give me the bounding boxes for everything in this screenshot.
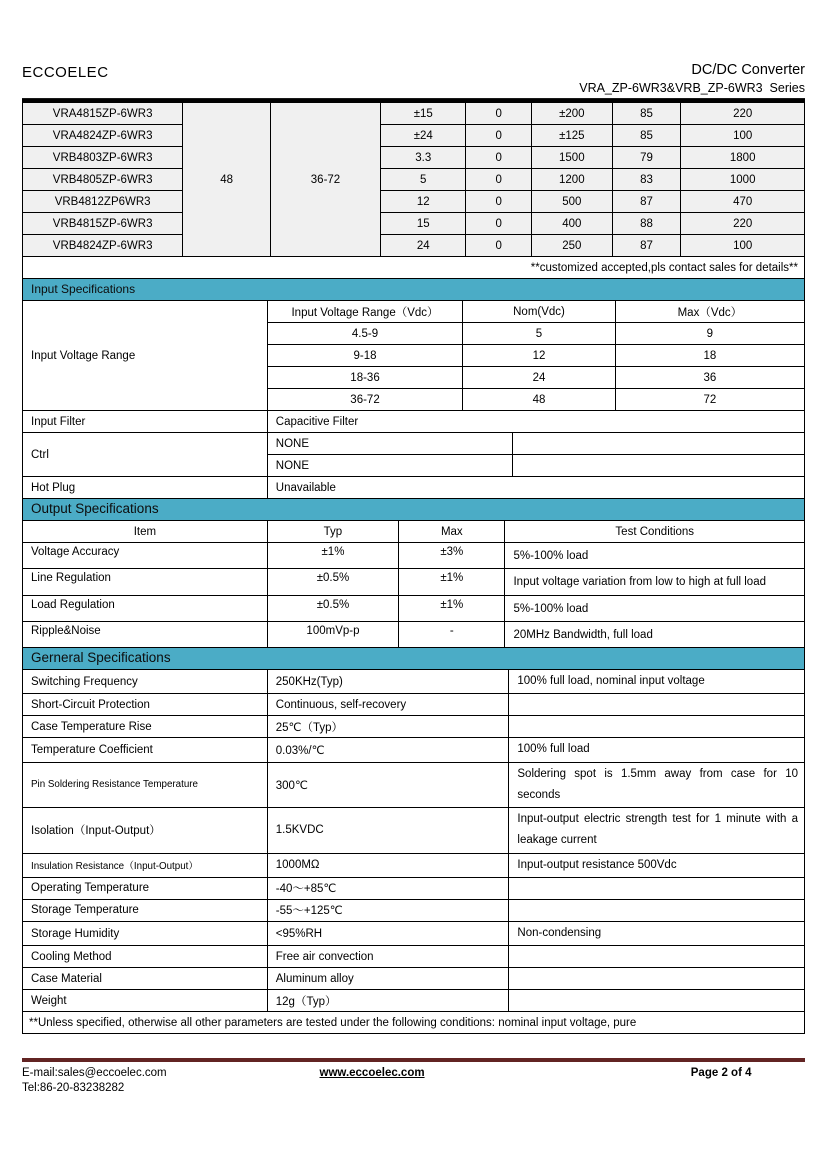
footer-website-link[interactable]: www.eccoelec.com [319, 1067, 425, 1079]
hot-plug-label: Hot Plug [23, 477, 268, 499]
table-row [23, 694, 805, 716]
range-value-cell: 72 [615, 389, 804, 411]
test-conditions-footnote: **Unless specified, otherwise all other parameters are tested under the following conditions: nominal input voltage, pure [23, 1012, 805, 1034]
spec-value-cell: -40～+85℃ [267, 877, 509, 899]
table-row [23, 125, 805, 147]
spec-value-cell: 25℃（Typ） [267, 716, 509, 738]
input-range-cell: 36-72 [270, 103, 380, 257]
model-value-cell: 5 [381, 169, 466, 191]
spec-condition-cell: 5%-100% load [505, 543, 805, 569]
spec-item-cell: Cooling Method [23, 946, 268, 968]
model-value-cell: 400 [532, 213, 613, 235]
table-row [23, 477, 805, 499]
spec-item-cell: Voltage Accuracy [23, 543, 268, 569]
range-value-cell: 36 [615, 367, 804, 389]
column-header: Typ [267, 521, 398, 543]
model-value-cell: 1800 [681, 147, 805, 169]
spec-condition-cell: 100% full load [509, 738, 805, 762]
spec-condition-cell [509, 968, 805, 990]
table-row [23, 103, 805, 125]
model-value-cell: 220 [681, 103, 805, 125]
spec-typ-cell: ±0.5% [267, 569, 398, 595]
table-row [23, 853, 805, 877]
spec-item-cell: Isolation（Input-Output） [23, 808, 268, 854]
footer-contact [22, 1067, 320, 1097]
model-value-cell: 250 [532, 235, 613, 257]
spec-condition-cell: Input-output resistance 500Vdc [509, 853, 805, 877]
spec-value-cell: 250KHz(Typ) [267, 670, 509, 694]
model-value-cell: 0 [466, 147, 532, 169]
table-row [23, 808, 805, 854]
spec-value-cell: 0.03%/℃ [267, 738, 509, 762]
table-row [23, 621, 805, 647]
model-value-cell: 0 [466, 125, 532, 147]
model-number-cell: VRB4805ZP-6WR3 [23, 169, 183, 191]
table-row [23, 521, 805, 543]
table-row [23, 670, 805, 694]
spec-condition-cell [509, 990, 805, 1012]
page-footer [22, 1058, 805, 1097]
model-number-cell: VRB4803ZP-6WR3 [23, 147, 183, 169]
model-value-cell: 24 [381, 235, 466, 257]
section-header-input-specs: Input Specifications [22, 278, 805, 301]
nominal-input-cell: 48 [183, 103, 271, 257]
footer-page-number: Page 2 of 4 [690, 1067, 752, 1079]
spec-item-cell: Switching Frequency [23, 670, 268, 694]
model-number-cell: VRB4812ZP6WR3 [23, 191, 183, 213]
document-title: DC/DC Converter [691, 62, 805, 78]
table-row [23, 191, 805, 213]
spec-condition-cell: 20MHz Bandwidth, full load [505, 621, 805, 647]
table-row [23, 147, 805, 169]
model-value-cell: 220 [681, 213, 805, 235]
table-row [23, 301, 805, 323]
table-row [23, 921, 805, 945]
page-header [22, 62, 805, 95]
range-value-cell: 36-72 [267, 389, 463, 411]
spec-condition-cell [509, 694, 805, 716]
spec-item-cell: Storage Temperature [23, 899, 268, 921]
range-value-cell: 5 [463, 323, 615, 345]
column-header: Max [399, 521, 505, 543]
spec-value-cell: Continuous, self-recovery [267, 694, 509, 716]
spec-max-cell: - [399, 621, 505, 647]
table-row [23, 169, 805, 191]
spec-typ-cell: 100mVp-p [267, 621, 398, 647]
range-value-cell: 18 [615, 345, 804, 367]
spec-condition-cell [509, 877, 805, 899]
column-header: Max（Vdc） [615, 301, 804, 323]
spec-value-cell: 300℃ [267, 762, 509, 808]
model-value-cell: 83 [612, 169, 681, 191]
model-selection-table [22, 102, 805, 279]
ctrl-value: NONE [267, 455, 513, 477]
table-row [23, 411, 805, 433]
range-value-cell: 24 [463, 367, 615, 389]
spec-item-cell: Operating Temperature [23, 877, 268, 899]
table-row [23, 213, 805, 235]
spec-condition-cell: 100% full load, nominal input voltage [509, 670, 805, 694]
footer-email: E-mail:sales@eccoelec.com [22, 1067, 167, 1079]
range-value-cell: 9-18 [267, 345, 463, 367]
spec-item-cell: Ripple&Noise [23, 621, 268, 647]
spec-condition-cell: 5%-100% load [505, 595, 805, 621]
title-block [579, 62, 805, 95]
model-value-cell: 0 [466, 213, 532, 235]
spec-condition-cell [509, 899, 805, 921]
spec-item-cell: Storage Humidity [23, 921, 268, 945]
table-row [23, 595, 805, 621]
spec-value-cell: <95%RH [267, 921, 509, 945]
model-number-cell: VRA4815ZP-6WR3 [23, 103, 183, 125]
range-value-cell: 48 [463, 389, 615, 411]
model-value-cell: 15 [381, 213, 466, 235]
model-value-cell: ±125 [532, 125, 613, 147]
spec-condition-cell [509, 946, 805, 968]
model-number-cell: VRA4824ZP-6WR3 [23, 125, 183, 147]
spec-value-cell: 1.5KVDC [267, 808, 509, 854]
table-row [23, 968, 805, 990]
model-value-cell: 0 [466, 169, 532, 191]
spec-typ-cell: ±0.5% [267, 595, 398, 621]
empty-cell [513, 455, 805, 477]
table-row [23, 738, 805, 762]
spec-condition-cell: Input-output electric strength test for 1 minute with a leakage current [509, 808, 805, 854]
column-header: Item [23, 521, 268, 543]
table-row [23, 569, 805, 595]
column-header: Input Voltage Range（Vdc） [267, 301, 463, 323]
spec-max-cell: ±1% [399, 595, 505, 621]
model-value-cell: 3.3 [381, 147, 466, 169]
input-filter-value: Capacitive Filter [267, 411, 804, 433]
range-value-cell: 12 [463, 345, 615, 367]
spec-value-cell: 12g（Typ） [267, 990, 509, 1012]
table-row [23, 946, 805, 968]
empty-cell [513, 433, 805, 455]
table-row [23, 543, 805, 569]
ctrl-label: Ctrl [23, 433, 268, 477]
table-row [23, 235, 805, 257]
model-number-cell: VRB4815ZP-6WR3 [23, 213, 183, 235]
spec-condition-cell: Non-condensing [509, 921, 805, 945]
model-value-cell: 100 [681, 235, 805, 257]
ctrl-value: NONE [267, 433, 513, 455]
hot-plug-value: Unavailable [267, 477, 804, 499]
spec-typ-cell: ±1% [267, 543, 398, 569]
table-row [23, 899, 805, 921]
model-value-cell: 12 [381, 191, 466, 213]
model-table-body [23, 103, 805, 279]
table-row [23, 762, 805, 808]
table-row [23, 877, 805, 899]
column-header: Test Conditions [505, 521, 805, 543]
table-row [23, 1012, 805, 1034]
range-value-cell: 4.5-9 [267, 323, 463, 345]
range-value-cell: 18-36 [267, 367, 463, 389]
table-row [23, 990, 805, 1012]
model-value-cell: ±200 [532, 103, 613, 125]
model-value-cell: 0 [466, 191, 532, 213]
model-value-cell: 0 [466, 103, 532, 125]
model-value-cell: 79 [612, 147, 681, 169]
model-value-cell: 1200 [532, 169, 613, 191]
table-row [23, 433, 805, 455]
spec-item-cell: Temperature Coefficient [23, 738, 268, 762]
model-value-cell: ±15 [381, 103, 466, 125]
spec-item-cell: Case Material [23, 968, 268, 990]
section-header-output-specs: Output Specifications [22, 498, 805, 521]
spec-item-cell: Line Regulation [23, 569, 268, 595]
spec-condition-cell [509, 716, 805, 738]
column-header: Nom(Vdc) [463, 301, 615, 323]
spec-condition-cell: Soldering spot is 1.5mm away from case for 10 seconds [509, 762, 805, 808]
spec-max-cell: ±1% [399, 569, 505, 595]
general-specs-table [22, 669, 805, 1034]
spec-item-cell: Pin Soldering Resistance Temperature [23, 762, 268, 808]
spec-item-cell: Case Temperature Rise [23, 716, 268, 738]
model-value-cell: 85 [612, 125, 681, 147]
model-value-cell: 1000 [681, 169, 805, 191]
spec-item-cell: Insulation Resistance（Input-Output） [23, 853, 268, 877]
customized-note: **customized accepted,pls contact sales for details** [23, 257, 805, 279]
model-value-cell: 88 [612, 213, 681, 235]
model-value-cell: 500 [532, 191, 613, 213]
spec-condition-cell: Input voltage variation from low to high at full load [505, 569, 805, 595]
spec-item-cell: Weight [23, 990, 268, 1012]
model-number-cell: VRB4824ZP-6WR3 [23, 235, 183, 257]
model-value-cell: 100 [681, 125, 805, 147]
input-filter-table [22, 410, 805, 499]
company-logo: ECCOELEC [22, 64, 109, 81]
series-title: VRA_ZP-6WR3&VRB_ZP-6WR3 Series [579, 81, 805, 95]
model-value-cell: 87 [612, 235, 681, 257]
model-value-cell: 0 [466, 235, 532, 257]
section-header-general-specs: Gerneral Specifications [22, 647, 805, 670]
spec-item-cell: Load Regulation [23, 595, 268, 621]
spec-value-cell: Free air convection [267, 946, 509, 968]
model-value-cell: 87 [612, 191, 681, 213]
footer-tel: Tel:86-20-83238282 [22, 1082, 125, 1094]
spec-max-cell: ±3% [399, 543, 505, 569]
input-voltage-range-label: Input Voltage Range [23, 301, 268, 411]
table-row [23, 716, 805, 738]
spec-item-cell: Short-Circuit Protection [23, 694, 268, 716]
input-filter-label: Input Filter [23, 411, 268, 433]
footer-rule [22, 1058, 805, 1062]
model-value-cell: 1500 [532, 147, 613, 169]
spec-value-cell: -55～+125℃ [267, 899, 509, 921]
model-value-cell: ±24 [381, 125, 466, 147]
model-value-cell: 85 [612, 103, 681, 125]
range-value-cell: 9 [615, 323, 804, 345]
input-voltage-range-table [22, 300, 805, 411]
model-value-cell: 470 [681, 191, 805, 213]
spec-value-cell: Aluminum alloy [267, 968, 509, 990]
output-specs-table [22, 520, 805, 648]
spec-value-cell: 1000MΩ [267, 853, 509, 877]
table-row [23, 257, 805, 279]
